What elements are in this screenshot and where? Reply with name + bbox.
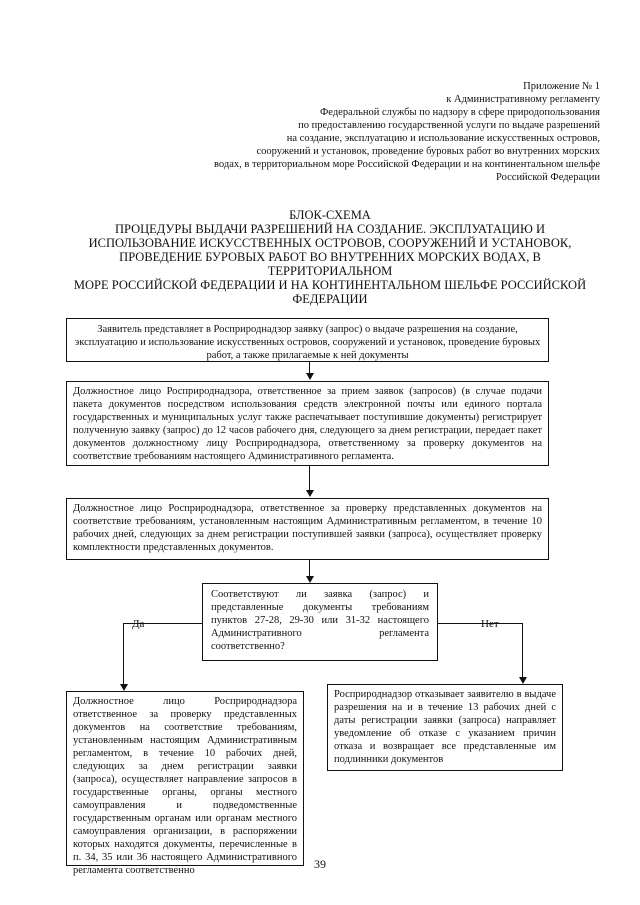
header-line: Приложение № 1 [523,81,600,92]
title-line: ФЕДЕРАЦИИ [292,292,368,306]
flow-step-verification: Должностное лицо Росприроднадзора, ответственное за проверку представленных документов на соответствие требованиям, установленным настоящим Административным регламентом, в течение 10 рабочих дней, следующих за днем регистрации поступившей заявки (запроса), осуществляет проверку комплектности представленных документов. [66,498,549,560]
header-line: по предоставлению государственной услуги по выдаче разрешений [298,120,600,131]
decision-box: Соответствуют ли заявка (запрос) и представленные документы требованиям пунктов 27-28, 29-30 или 31-32 настоящего Административного регламента соответственно? [202,583,438,661]
page-number: 39 [314,857,326,871]
connector-line [123,623,124,685]
header-line: сооружений и установок, проведение буровых работ во внутренних морских [256,146,600,157]
arrow-down-icon [120,684,128,691]
flow-step-refusal: Росприроднадзор отказывает заявителю в выдаче разрешения на и в течение 13 рабочих дней с даты регистрации заявки (запроса) направляет уведомление об отказе с указанием причин отказа и возвращает все представленные им подлинники документов [327,684,563,771]
title-line: МОРЕ РОССИЙСКОЙ ФЕДЕРАЦИИ И НА КОНТИНЕНТАЛЬНОМ ШЕЛЬФЕ РОССИЙСКОЙ [73,278,587,292]
appendix-header [160,80,600,184]
header-line: водах, в территориальном море Российской Федерации и на континентальном шельфе [214,159,600,170]
connector-line [309,466,310,491]
connector-line [309,560,310,577]
arrow-down-icon [306,490,314,497]
arrow-down-icon [306,373,314,380]
no-label: Нет [481,618,499,630]
yes-label: Да [132,618,145,630]
arrow-down-icon [519,677,527,684]
document-title [60,208,600,306]
flow-step-registration: Должностное лицо Росприроднадзора, ответственное за прием заявок (запросов) (в случае подачи пакета документов посредством использования средств электронной почты или единого портала государственных и муниципальных услуг также распечатывает поступившие документы) регистрирует полученную заявку (запрос) до 12 часов рабочего дня, следующего за днем регистрации, передает пакет документов должностному лицу Росприроднадзора, ответственному за проверку документов на соответствие требованиям настоящего Административного регламента. [66,381,549,466]
header-line: Федеральной службы по надзору в сфере природопользования [320,107,600,118]
flow-step-application: Заявитель представляет в Росприроднадзор заявку (запрос) о выдаче разрешения на создание, эксплуатацию и использование искусственных островов, сооружений и установок, проведение буровых работ, а также прилагаемые к ней документы [66,318,549,362]
title-line: ПРОВЕДЕНИЕ БУРОВЫХ РАБОТ ВО ВНУТРЕННИХ МОРСКИХ ВОДАХ, В ТЕРРИТОРИАЛЬНОМ [119,250,541,278]
title-line: ПРОЦЕДУРЫ ВЫДАЧИ РАЗРЕШЕНИЙ НА СОЗДАНИЕ. ЭКСПЛУАТАЦИЮ И [114,222,545,236]
title-line: БЛОК-СХЕМА [289,208,371,222]
header-line: к Административному регламенту [446,94,600,105]
title-line: ИСПОЛЬЗОВАНИЕ ИСКУССТВЕННЫХ ОСТРОВОВ, СООРУЖЕНИЙ И УСТАНОВОК, [88,236,572,250]
flow-step-requests: Должностное лицо Росприроднадзора ответственное за проверку представленных документов на соответствие требованиям, установленным настоящим Административным регламентом, в течение 10 рабочих дней, следующих за днем регистрации заявки (запроса), осуществляет направление запросов в государственные органы, органы местного самоуправления и подведомственные государственным органам или органам местного самоуправления организации, в распоряжении которых находятся документы, перечисленные в п. 34, 35 или 36 настоящего Административного регламента соответственно [66,691,304,866]
header-line: на создание, эксплуатацию и использование искусственных островов, [286,133,600,144]
arrow-down-icon [306,576,314,583]
connector-line [522,623,523,678]
header-line: Российской Федерации [496,172,600,183]
